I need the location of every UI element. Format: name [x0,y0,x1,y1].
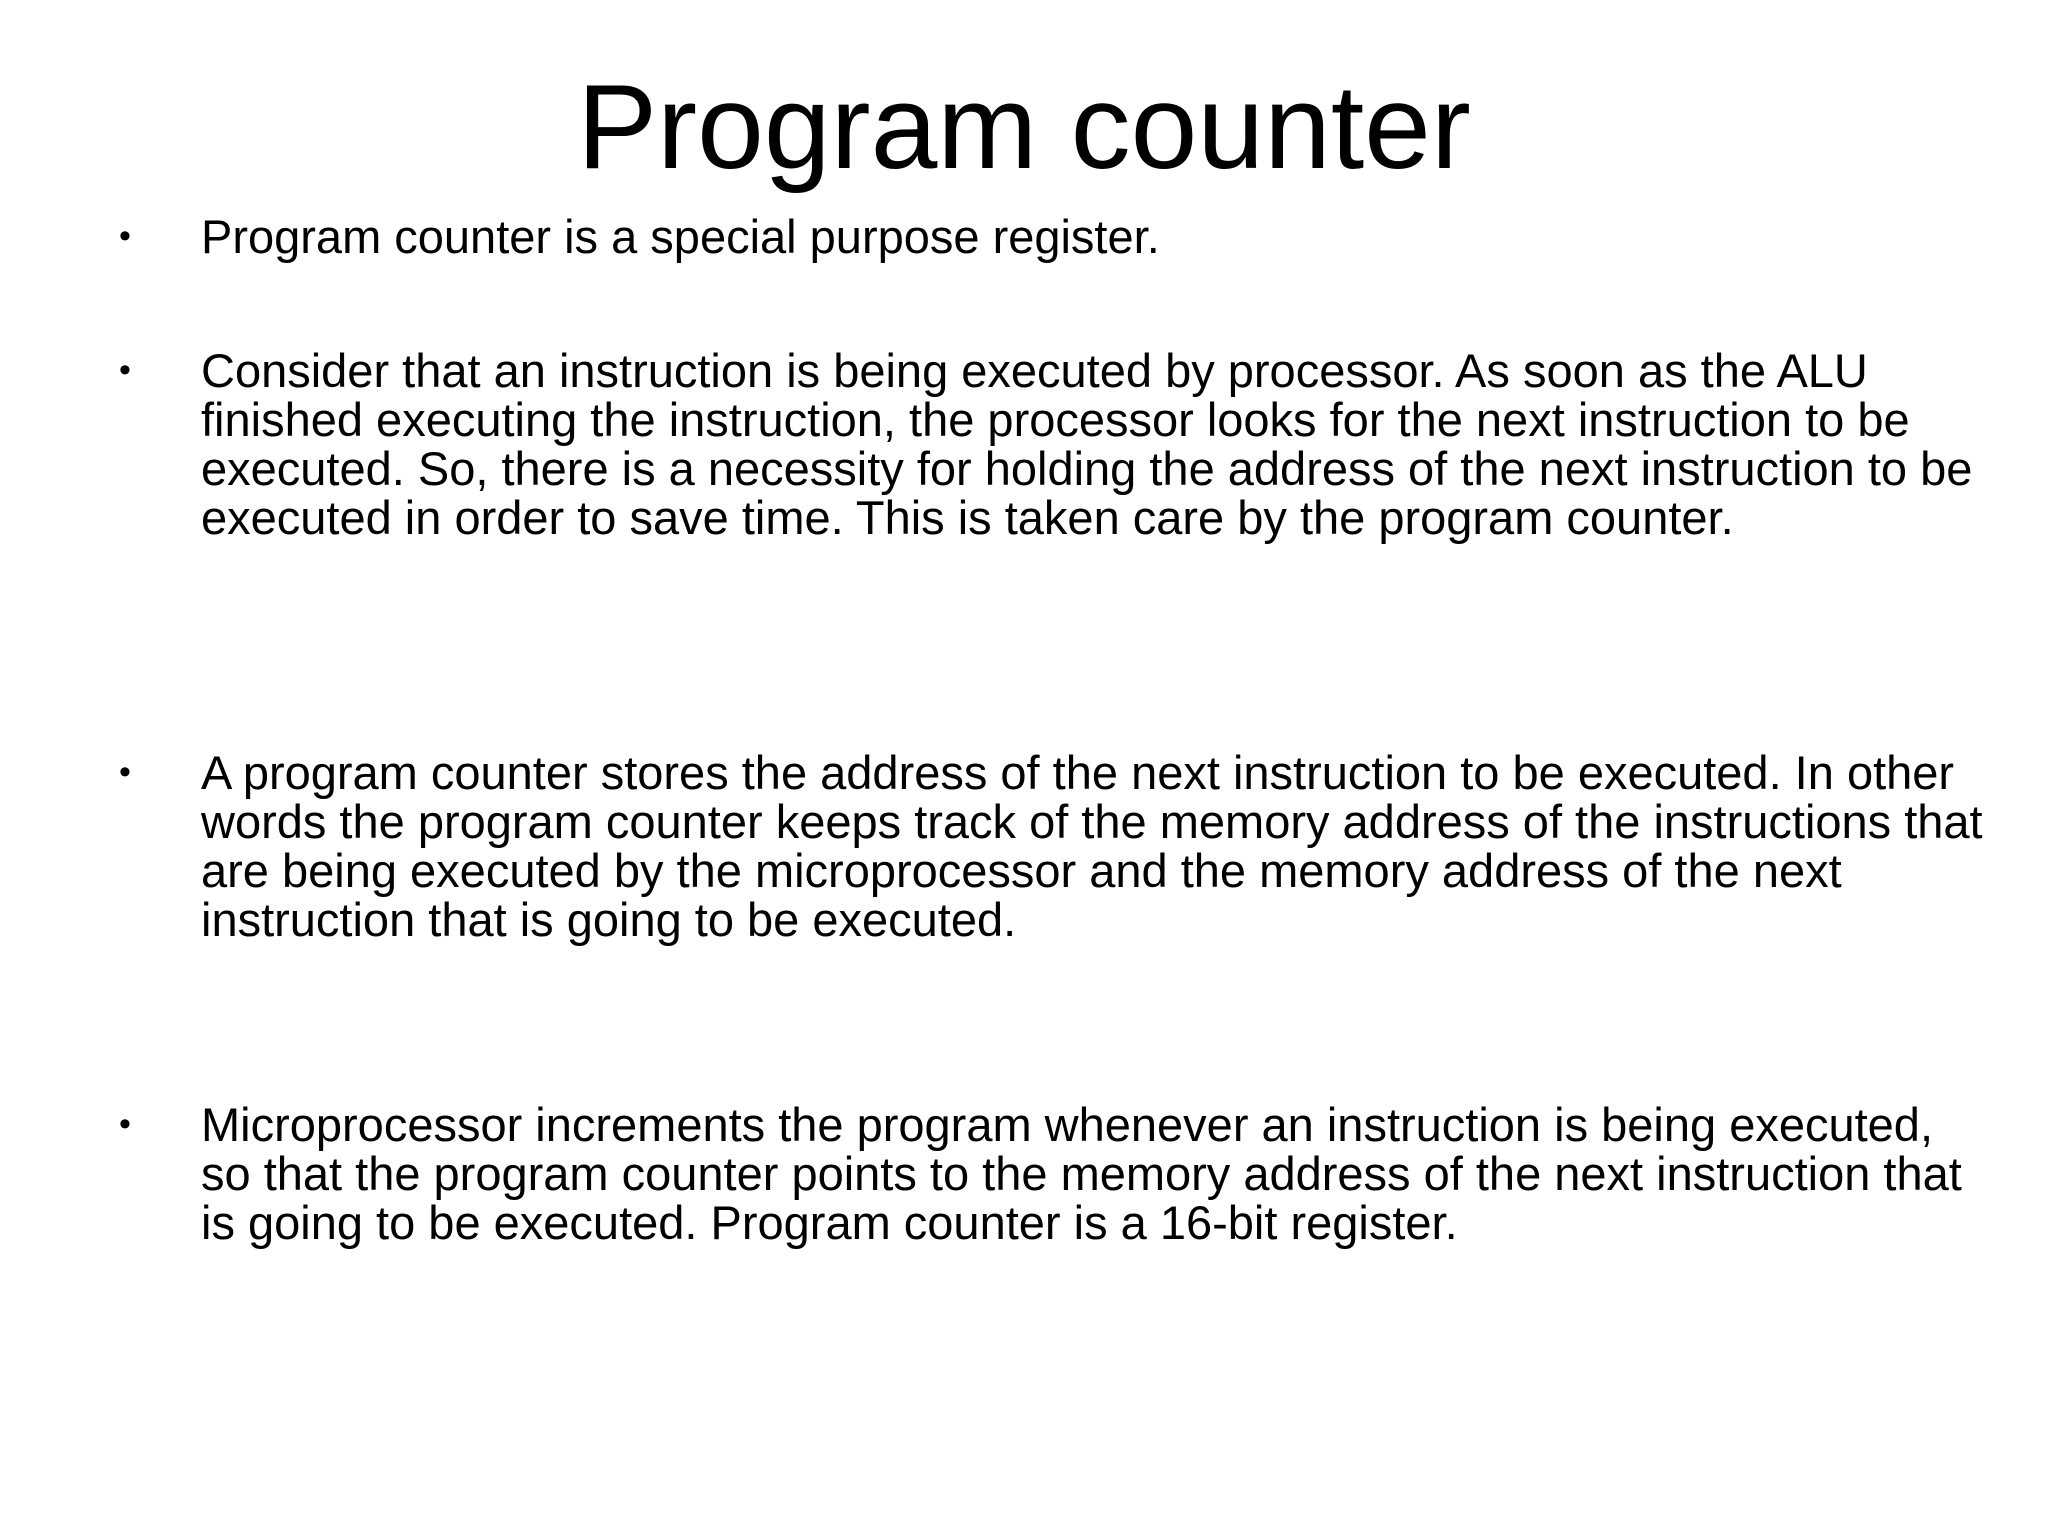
slide-title: Program counter [577,60,1471,194]
bullet-icon: • [119,217,131,255]
bullet-text: Consider that an instruction is being executed by processor. As soon as the ALU finished executing the instruction, the processor looks for the next instruction to be executed. So, there is a necessity for holding the address of the next instruction to be executed in order to save time. This is taken care by the program counter. [201,344,1973,544]
bullet-icon: • [119,1105,131,1143]
bullet-icon: • [119,351,131,389]
bullet-icon: • [119,753,131,791]
bullet-item [119,344,1991,544]
bullet-text: Microprocessor increments the program whenever an instruction is being executed, so that the program counter points to the memory address of the next instruction that is going to be executed. Program counter is a 16-bit register. [201,1098,1962,1249]
bullet-item [119,746,1991,946]
bullet-text: Program counter is a special purpose register. [201,210,1160,263]
bullet-item [119,1098,1991,1249]
bullet-text: A program counter stores the address of the next instruction to be executed. In other words the program counter keeps track of the memory address of the instructions that are being executed by the microprocessor and the memory address of the next instruction that is going to be executed. [201,746,1983,946]
bullet-item [119,210,1991,263]
